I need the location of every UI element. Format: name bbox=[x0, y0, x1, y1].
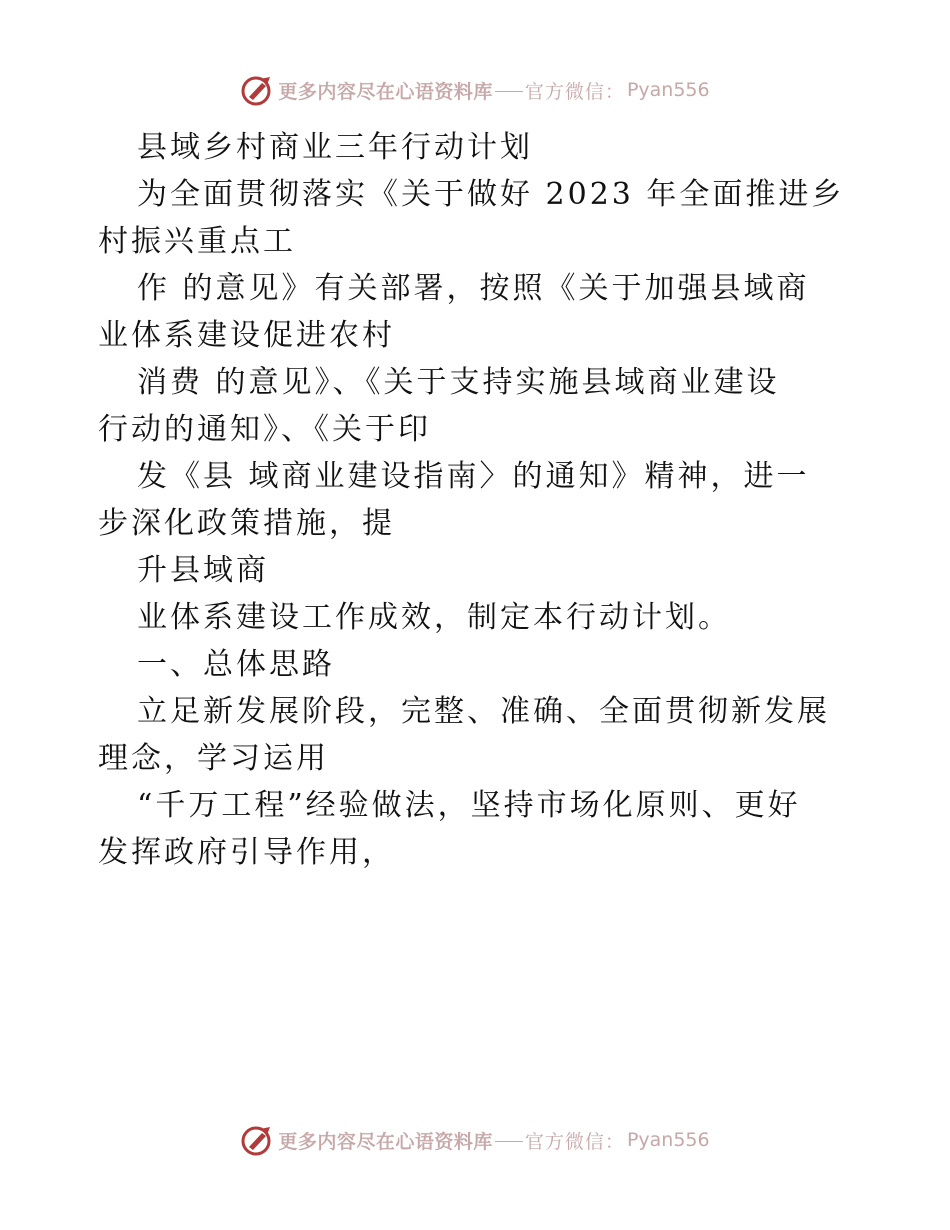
pen-logo-icon bbox=[240, 1123, 274, 1157]
paragraph-line: 发《县 域商业建设指南〉的通知》精神，进一 bbox=[137, 459, 810, 494]
watermark-wechat-id: Pyan556 bbox=[626, 1129, 710, 1151]
paragraph-line: 作 的意见》有关部署，按照《关于加强县域商 bbox=[137, 271, 810, 306]
watermark-divider bbox=[495, 91, 523, 92]
paragraph-line: 立足新发展阶段，完整、准确、全面贯彻新发展 bbox=[137, 694, 830, 729]
paragraph-line: 村振兴重点工 bbox=[98, 224, 296, 259]
pen-logo-icon bbox=[240, 73, 274, 107]
watermark-wechat-id: Pyan556 bbox=[626, 79, 710, 101]
paragraph-line: 行动的通知》、《关于印 bbox=[98, 412, 431, 447]
paragraph-line: 发挥政府引导作用， bbox=[98, 835, 395, 870]
paragraph-line: 业体系建设工作成效，制定本行动计划。 bbox=[137, 600, 731, 635]
section-heading: 一、总体思路 bbox=[137, 647, 335, 682]
paragraph-line: 理念，学习运用 bbox=[98, 741, 329, 776]
watermark-site-name: 更多内容尽在心语资料库 bbox=[278, 1130, 493, 1153]
document-title: 县域乡村商业三年行动计划 bbox=[137, 130, 533, 165]
header-watermark bbox=[0, 70, 950, 110]
paragraph-line: “千万工程”经验做法，坚持市场化原则、更好 bbox=[137, 788, 801, 823]
footer-watermark bbox=[0, 1120, 950, 1160]
watermark-divider bbox=[495, 1141, 523, 1142]
watermark-site-name: 更多内容尽在心语资料库 bbox=[278, 80, 493, 103]
paragraph-line: 升县域商 bbox=[137, 553, 269, 588]
document-body bbox=[98, 124, 868, 876]
paragraph-line: 业体系建设促进农村 bbox=[98, 318, 395, 353]
paragraph-line: 为全面贯彻落实《关于做好 2023 年全面推进乡 bbox=[137, 177, 845, 212]
watermark-wechat-label: 官方微信： bbox=[524, 1130, 625, 1153]
paragraph-line: 步深化政策措施，提 bbox=[98, 506, 395, 541]
watermark-wechat-label: 官方微信： bbox=[524, 80, 625, 103]
paragraph-line: 消费 的意见》、《关于支持实施县域商业建设 bbox=[137, 365, 780, 400]
